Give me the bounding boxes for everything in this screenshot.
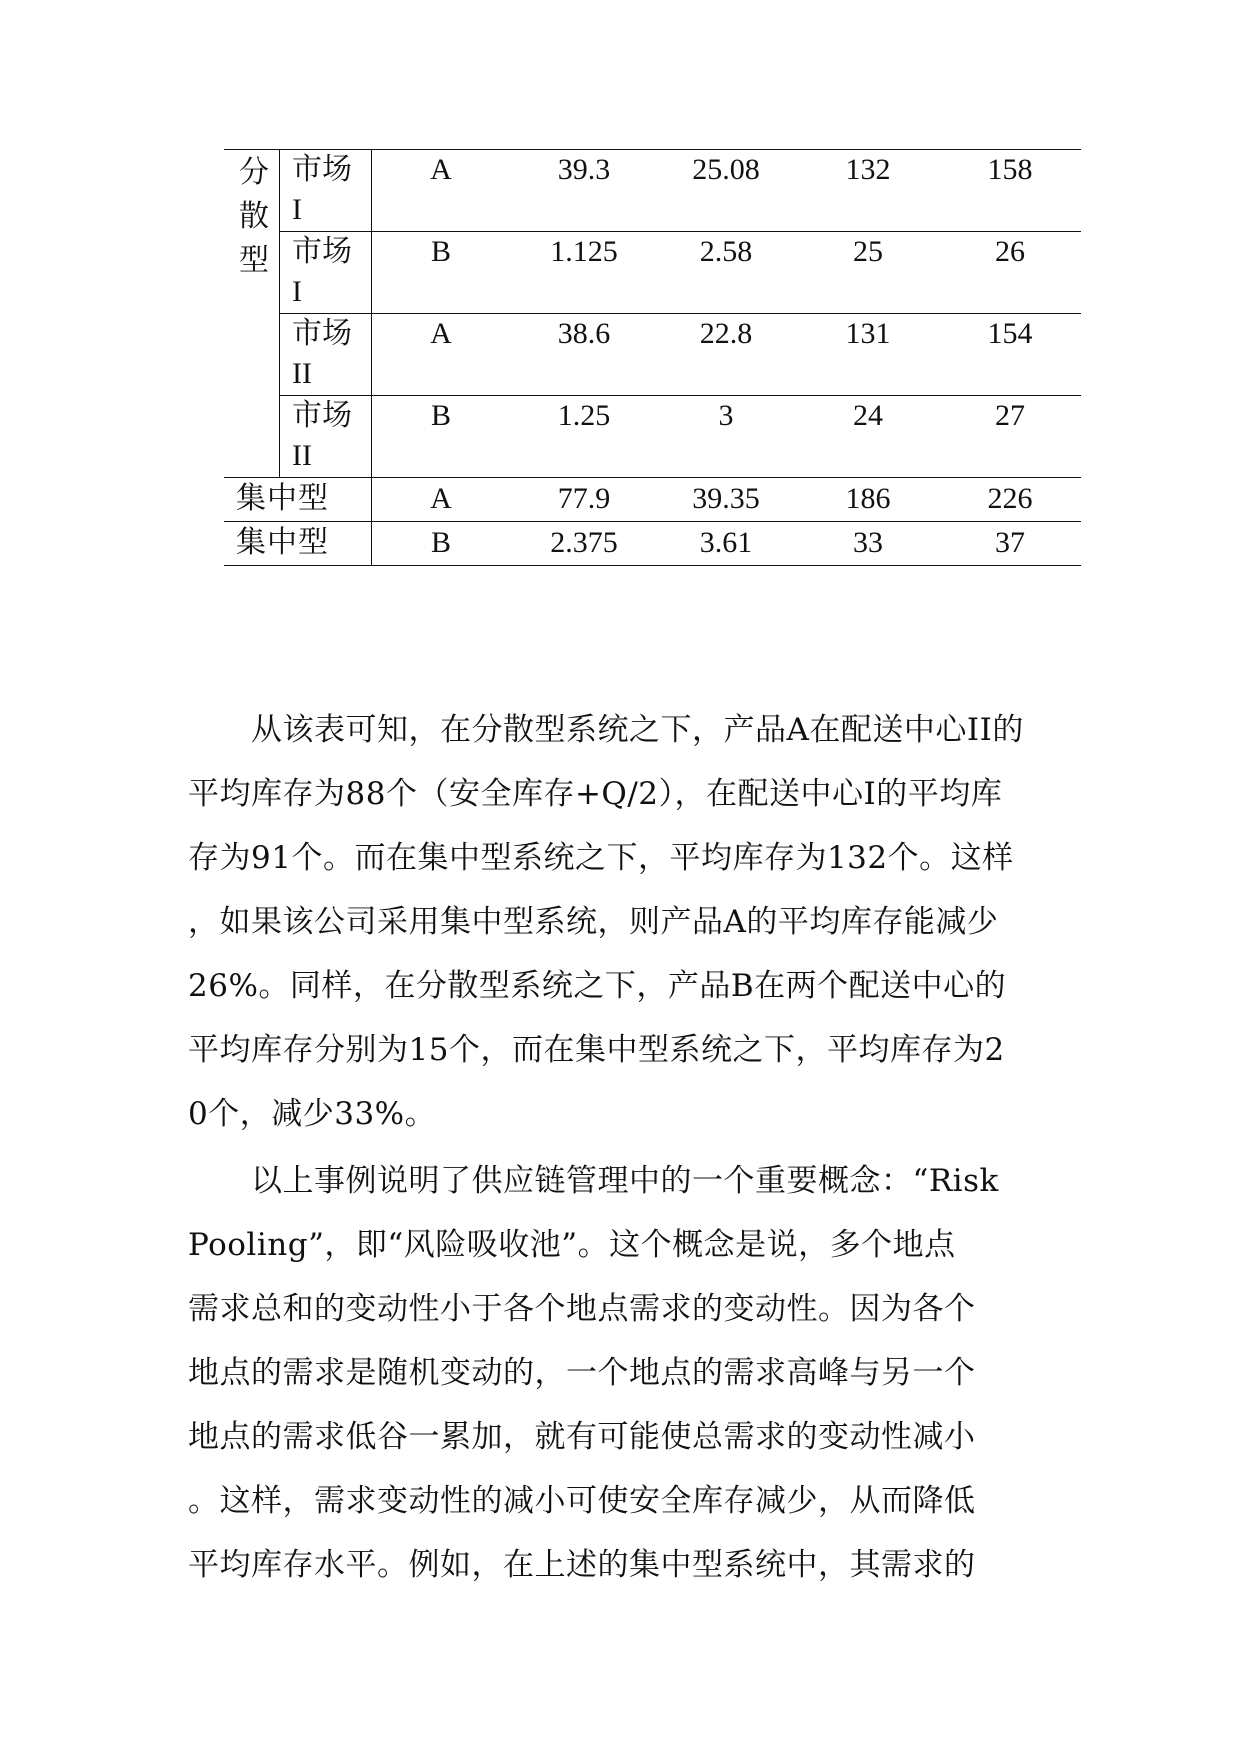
value-cell: 77.9 — [557, 482, 611, 515]
product-cell: A — [430, 482, 452, 515]
product-cell: A — [430, 153, 452, 186]
value-cell: 226 — [987, 482, 1033, 515]
value-cell: 27 — [995, 399, 1025, 432]
value-cell: 2.58 — [699, 235, 753, 268]
centralized-type-label: 集中型 — [236, 525, 329, 560]
market-cell — [292, 314, 382, 394]
value-cell: 3 — [718, 399, 734, 432]
text-line: 存为91个。而在集中型系统之下，平均库存为132个。这样 — [188, 840, 1014, 876]
table-bottom-rule — [224, 565, 1081, 566]
text-line: 平均库存分别为15个，而在集中型系统之下，平均库存为2 — [188, 1032, 1005, 1068]
value-cell: 25 — [853, 235, 883, 268]
value-cell: 24 — [853, 399, 883, 432]
value-cell: 154 — [987, 317, 1033, 350]
text-line: ，如果该公司采用集中型系统，则产品A的平均库存能减少 — [188, 904, 999, 940]
table-row-rule — [224, 521, 1081, 522]
inventory-table — [224, 149, 1081, 566]
value-cell: 131 — [845, 317, 891, 350]
value-cell: 1.125 — [550, 235, 618, 268]
label-char: 型 — [239, 243, 269, 278]
text-line: 地点的需求低谷一累加，就有可能使总需求的变动性减小 — [188, 1419, 976, 1455]
market-cell — [292, 232, 382, 312]
table-col-rule — [279, 149, 280, 477]
centralized-type-label: 集中型 — [236, 481, 329, 516]
product-cell: B — [430, 235, 451, 268]
market-name: 市场 — [292, 152, 352, 187]
market-index: II — [292, 357, 312, 390]
value-cell: 186 — [845, 482, 891, 515]
text-line: 0个，减少33%。 — [188, 1096, 437, 1132]
text-line: 26%。同样，在分散型系统之下，产品B在两个配送中心的 — [188, 968, 1007, 1004]
product-cell: B — [430, 526, 451, 559]
value-cell: 37 — [995, 526, 1025, 559]
paragraph-risk-pooling — [188, 1149, 1068, 1597]
label-char: 分 — [239, 155, 269, 190]
product-cell: B — [430, 399, 451, 432]
value-cell: 158 — [987, 153, 1033, 186]
text-line: 平均库存水平。例如，在上述的集中型系统中，其需求的 — [188, 1547, 976, 1583]
market-name: 市场 — [292, 398, 352, 433]
market-cell — [292, 396, 382, 476]
text-line: 平均库存为88个（安全库存+Q/2），在配送中心I的平均库 — [188, 776, 1003, 812]
value-cell: 39.35 — [692, 482, 760, 515]
value-cell: 33 — [853, 526, 883, 559]
text-line: 。这样，需求变动性的减小可使安全库存减少，从而降低 — [188, 1483, 976, 1519]
text-line: 以上事例说明了供应链管理中的一个重要概念：“Risk — [188, 1163, 999, 1199]
value-cell: 38.6 — [557, 317, 611, 350]
market-name: 市场 — [292, 316, 352, 351]
value-cell: 3.61 — [699, 526, 753, 559]
text-line: 从该表可知，在分散型系统之下，产品A在配送中心II的 — [188, 712, 1024, 748]
text-line: 地点的需求是随机变动的，一个地点的需求高峰与另一个 — [188, 1355, 976, 1391]
market-cell — [292, 150, 382, 230]
product-cell: A — [430, 317, 452, 350]
distributed-type-label — [236, 151, 272, 283]
value-cell: 132 — [845, 153, 891, 186]
market-index: I — [292, 275, 302, 308]
text-line: 需求总和的变动性小于各个地点需求的变动性。因为各个 — [188, 1291, 976, 1327]
market-index: I — [292, 193, 302, 226]
value-cell: 1.25 — [557, 399, 611, 432]
value-cell: 39.3 — [557, 153, 611, 186]
value-cell: 26 — [995, 235, 1025, 268]
table-row-rule — [224, 477, 1081, 478]
market-index: II — [292, 439, 312, 472]
value-cell: 25.08 — [692, 153, 760, 186]
value-cell: 22.8 — [699, 317, 753, 350]
value-cell: 2.375 — [550, 526, 618, 559]
paragraph-inventory-comparison — [188, 698, 1068, 1146]
label-char: 散 — [239, 199, 269, 234]
text-line: Pooling”，即“风险吸收池”。这个概念是说，多个地点 — [188, 1227, 956, 1263]
market-name: 市场 — [292, 234, 352, 269]
